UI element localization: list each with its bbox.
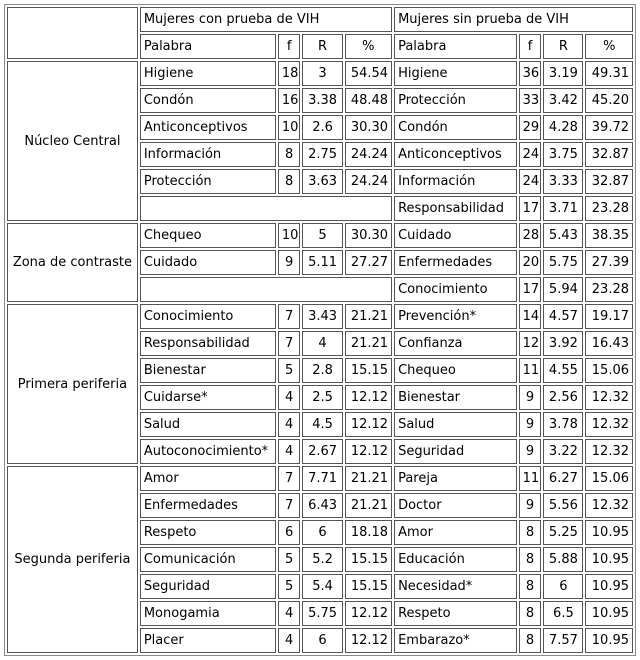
cell-pct-b: 16.43	[585, 331, 633, 356]
cell-f-a: 4	[278, 601, 301, 626]
cell-pct-b: 12.32	[585, 493, 633, 518]
cell-pct-b: 10.95	[585, 574, 633, 599]
cell-f-b: 17	[519, 277, 542, 302]
cell-f-b: 29	[519, 115, 542, 140]
cell-word-a: Condón	[140, 88, 276, 113]
cell-f-b: 11	[519, 358, 542, 383]
cell-r-a: 4.5	[302, 412, 342, 437]
cell-f-a: 10	[278, 115, 301, 140]
cell-r-b: 3.22	[543, 439, 583, 464]
cell-pct-a: 21.21	[345, 493, 392, 518]
group-header-row	[7, 7, 633, 32]
empty-cell	[140, 277, 392, 302]
cell-f-a: 7	[278, 493, 301, 518]
cell-pct-a: 48.48	[345, 88, 392, 113]
cell-word-b: Educación	[394, 547, 517, 572]
cell-f-b: 8	[519, 520, 542, 545]
cell-f-b: 8	[519, 601, 542, 626]
cell-r-a: 5.75	[302, 601, 342, 626]
cell-word-a: Enfermedades	[140, 493, 276, 518]
cell-f-a: 7	[278, 331, 301, 356]
cell-r-a: 3	[302, 61, 342, 86]
col-f-header-b: f	[519, 34, 542, 59]
cell-f-b: 8	[519, 628, 542, 653]
cell-word-b: Salud	[394, 412, 517, 437]
cell-r-b: 3.33	[543, 169, 583, 194]
cell-f-b: 8	[519, 574, 542, 599]
cell-word-a: Anticonceptivos	[140, 115, 276, 140]
cell-r-a: 5	[302, 223, 342, 248]
cell-r-b: 5.56	[543, 493, 583, 518]
cell-r-a: 7.71	[302, 466, 342, 491]
cell-pct-b: 10.95	[585, 547, 633, 572]
col-pct-header-b: %	[585, 34, 633, 59]
cell-pct-a: 30.30	[345, 223, 392, 248]
cell-f-a: 8	[278, 142, 301, 167]
cell-pct-a: 12.12	[345, 439, 392, 464]
cell-r-b: 3.92	[543, 331, 583, 356]
cell-f-b: 20	[519, 250, 542, 275]
cell-f-b: 9	[519, 385, 542, 410]
cell-r-a: 4	[302, 331, 342, 356]
cell-pct-a: 24.24	[345, 142, 392, 167]
cell-pct-b: 10.95	[585, 601, 633, 626]
cell-f-b: 8	[519, 547, 542, 572]
cell-f-b: 24	[519, 169, 542, 194]
cell-pct-b: 39.72	[585, 115, 633, 140]
cell-f-a: 18	[278, 61, 301, 86]
cell-word-a: Conocimiento	[140, 304, 276, 329]
zone-label: Núcleo Central	[7, 61, 138, 221]
cell-r-b: 4.28	[543, 115, 583, 140]
cell-r-b: 5.75	[543, 250, 583, 275]
cell-pct-a: 27.27	[345, 250, 392, 275]
cell-pct-b: 32.87	[585, 169, 633, 194]
cell-r-a: 6.43	[302, 493, 342, 518]
cell-pct-b: 23.28	[585, 277, 633, 302]
cell-word-b: Necesidad*	[394, 574, 517, 599]
cell-r-b: 3.19	[543, 61, 583, 86]
cell-r-b: 3.71	[543, 196, 583, 221]
cell-r-a: 6	[302, 520, 342, 545]
cell-r-a: 2.67	[302, 439, 342, 464]
cell-pct-b: 15.06	[585, 466, 633, 491]
cell-r-b: 7.57	[543, 628, 583, 653]
cell-f-a: 7	[278, 304, 301, 329]
zone-label: Zona de contraste	[7, 223, 138, 302]
cell-pct-a: 12.12	[345, 601, 392, 626]
representation-table	[4, 4, 636, 656]
cell-word-a: Higiene	[140, 61, 276, 86]
cell-r-b: 5.43	[543, 223, 583, 248]
cell-f-a: 5	[278, 574, 301, 599]
cell-f-b: 33	[519, 88, 542, 113]
cell-f-a: 5	[278, 358, 301, 383]
cell-word-a: Seguridad	[140, 574, 276, 599]
cell-word-b: Anticonceptivos	[394, 142, 517, 167]
corner-cell	[7, 7, 138, 59]
cell-r-a: 2.5	[302, 385, 342, 410]
cell-word-a: Cuidarse*	[140, 385, 276, 410]
cell-f-b: 9	[519, 412, 542, 437]
cell-r-b: 3.75	[543, 142, 583, 167]
col-f-header-a: f	[278, 34, 301, 59]
cell-pct-a: 21.21	[345, 466, 392, 491]
cell-word-a: Autoconocimiento*	[140, 439, 276, 464]
cell-r-b: 6	[543, 574, 583, 599]
cell-pct-b: 12.32	[585, 439, 633, 464]
cell-r-a: 2.75	[302, 142, 342, 167]
cell-pct-b: 12.32	[585, 412, 633, 437]
cell-f-b: 17	[519, 196, 542, 221]
cell-r-a: 5.2	[302, 547, 342, 572]
cell-f-a: 9	[278, 250, 301, 275]
cell-f-a: 4	[278, 412, 301, 437]
cell-word-b: Amor	[394, 520, 517, 545]
cell-f-b: 24	[519, 142, 542, 167]
cell-word-b: Información	[394, 169, 517, 194]
cell-f-b: 11	[519, 466, 542, 491]
col-word-header-a: Palabra	[140, 34, 276, 59]
cell-word-a: Información	[140, 142, 276, 167]
cell-pct-b: 32.87	[585, 142, 633, 167]
cell-r-a: 5.11	[302, 250, 342, 275]
cell-word-b: Responsabilidad	[394, 196, 517, 221]
cell-f-b: 36	[519, 61, 542, 86]
cell-pct-a: 12.12	[345, 412, 392, 437]
cell-pct-b: 10.95	[585, 628, 633, 653]
cell-word-b: Confianza	[394, 331, 517, 356]
group-with-test-header: Mujeres con prueba de VIH	[140, 7, 392, 32]
cell-word-b: Pareja	[394, 466, 517, 491]
cell-pct-a: 30.30	[345, 115, 392, 140]
table-row	[7, 61, 633, 86]
cell-word-a: Monogamia	[140, 601, 276, 626]
cell-pct-a: 21.21	[345, 331, 392, 356]
cell-word-b: Respeto	[394, 601, 517, 626]
cell-pct-b: 12.32	[585, 385, 633, 410]
cell-f-a: 7	[278, 466, 301, 491]
cell-r-b: 6.27	[543, 466, 583, 491]
cell-f-a: 5	[278, 547, 301, 572]
col-word-header-b: Palabra	[394, 34, 517, 59]
cell-f-a: 16	[278, 88, 301, 113]
cell-word-a: Respeto	[140, 520, 276, 545]
cell-word-b: Prevención*	[394, 304, 517, 329]
cell-f-a: 10	[278, 223, 301, 248]
cell-word-a: Protección	[140, 169, 276, 194]
cell-r-a: 3.43	[302, 304, 342, 329]
cell-f-a: 4	[278, 439, 301, 464]
cell-word-b: Doctor	[394, 493, 517, 518]
cell-pct-a: 21.21	[345, 304, 392, 329]
cell-pct-b: 45.20	[585, 88, 633, 113]
cell-pct-b: 19.17	[585, 304, 633, 329]
cell-f-b: 28	[519, 223, 542, 248]
cell-word-b: Conocimiento	[394, 277, 517, 302]
cell-word-a: Amor	[140, 466, 276, 491]
cell-word-b: Enfermedades	[394, 250, 517, 275]
zone-label: Segunda periferia	[7, 466, 138, 653]
cell-f-a: 4	[278, 628, 301, 653]
cell-word-b: Bienestar	[394, 385, 517, 410]
cell-word-b: Seguridad	[394, 439, 517, 464]
cell-r-b: 6.5	[543, 601, 583, 626]
cell-word-a: Cuidado	[140, 250, 276, 275]
cell-word-a: Chequeo	[140, 223, 276, 248]
cell-r-b: 5.88	[543, 547, 583, 572]
cell-word-b: Protección	[394, 88, 517, 113]
cell-r-b: 2.56	[543, 385, 583, 410]
cell-r-a: 3.63	[302, 169, 342, 194]
cell-word-a: Placer	[140, 628, 276, 653]
cell-pct-b: 27.39	[585, 250, 633, 275]
cell-pct-a: 12.12	[345, 385, 392, 410]
cell-f-b: 12	[519, 331, 542, 356]
zone-label: Primera periferia	[7, 304, 138, 464]
cell-pct-a: 15.15	[345, 358, 392, 383]
empty-cell	[140, 196, 392, 221]
cell-word-a: Salud	[140, 412, 276, 437]
col-r-header-b: R	[543, 34, 583, 59]
table-row	[7, 304, 633, 329]
cell-r-a: 3.38	[302, 88, 342, 113]
cell-r-b: 4.57	[543, 304, 583, 329]
cell-r-b: 5.94	[543, 277, 583, 302]
col-r-header-a: R	[302, 34, 342, 59]
cell-f-b: 9	[519, 493, 542, 518]
cell-f-a: 4	[278, 385, 301, 410]
cell-r-a: 5.4	[302, 574, 342, 599]
cell-f-a: 6	[278, 520, 301, 545]
cell-r-a: 2.6	[302, 115, 342, 140]
cell-pct-a: 18.18	[345, 520, 392, 545]
table-row	[7, 223, 633, 248]
cell-r-b: 5.25	[543, 520, 583, 545]
cell-r-b: 3.78	[543, 412, 583, 437]
cell-pct-a: 12.12	[345, 628, 392, 653]
cell-pct-b: 10.95	[585, 520, 633, 545]
cell-f-b: 9	[519, 439, 542, 464]
cell-pct-a: 15.15	[345, 547, 392, 572]
cell-word-a: Responsabilidad	[140, 331, 276, 356]
cell-pct-b: 23.28	[585, 196, 633, 221]
cell-pct-b: 15.06	[585, 358, 633, 383]
group-without-test-header: Mujeres sin prueba de VIH	[394, 7, 633, 32]
cell-pct-a: 54.54	[345, 61, 392, 86]
cell-pct-b: 38.35	[585, 223, 633, 248]
cell-word-b: Chequeo	[394, 358, 517, 383]
cell-word-b: Embarazo*	[394, 628, 517, 653]
cell-pct-a: 15.15	[345, 574, 392, 599]
col-pct-header-a: %	[345, 34, 392, 59]
cell-pct-a: 24.24	[345, 169, 392, 194]
cell-f-b: 14	[519, 304, 542, 329]
cell-word-b: Higiene	[394, 61, 517, 86]
cell-word-b: Cuidado	[394, 223, 517, 248]
cell-r-a: 2.8	[302, 358, 342, 383]
cell-pct-b: 49.31	[585, 61, 633, 86]
table-row	[7, 466, 633, 491]
table-body	[7, 61, 633, 653]
cell-r-b: 3.42	[543, 88, 583, 113]
cell-f-a: 8	[278, 169, 301, 194]
cell-word-a: Bienestar	[140, 358, 276, 383]
cell-r-a: 6	[302, 628, 342, 653]
cell-r-b: 4.55	[543, 358, 583, 383]
cell-word-b: Condón	[394, 115, 517, 140]
cell-word-a: Comunicación	[140, 547, 276, 572]
